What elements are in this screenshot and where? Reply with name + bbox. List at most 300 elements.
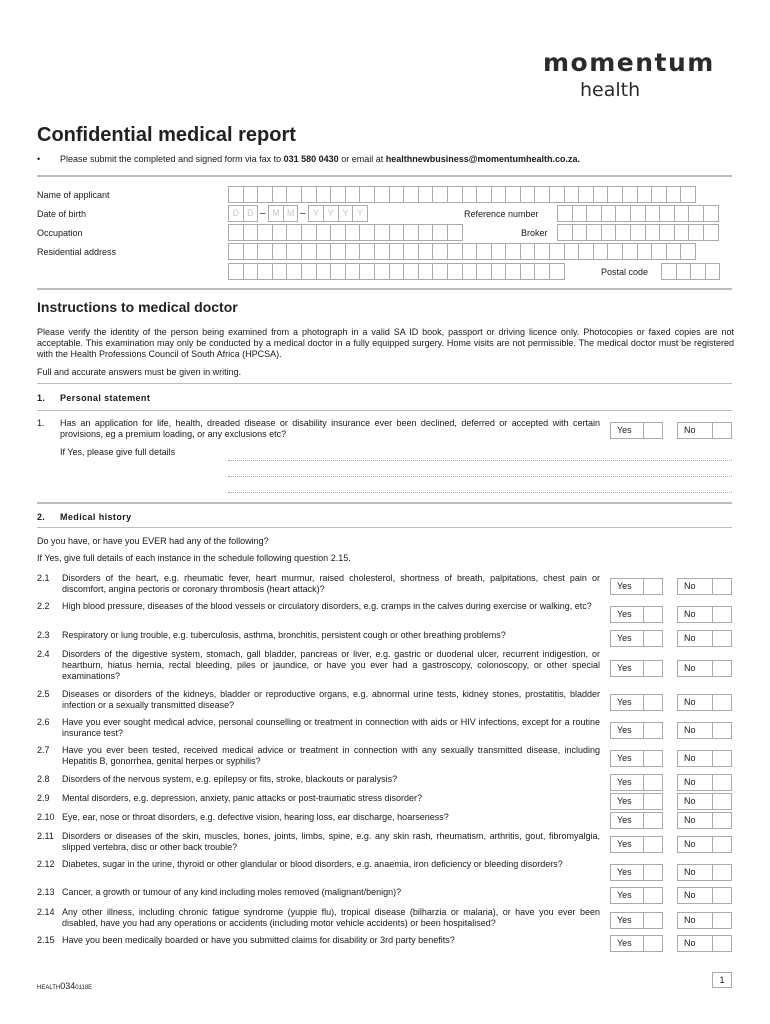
no-option[interactable] [677,722,732,739]
yes-label: Yes [617,609,632,619]
yes-label: Yes [617,581,632,591]
form-code: HEALTH0340118E [37,981,93,991]
char-cell[interactable] [557,224,573,241]
no-label: No [684,663,696,673]
details-label: If Yes, please give full details [60,447,176,457]
char-cell[interactable] [666,186,682,203]
char-cell[interactable] [703,205,719,222]
char-cell[interactable] [578,186,594,203]
char-cell[interactable] [564,186,580,203]
section-1-heading: Personal statement [60,393,151,403]
char-cell[interactable] [645,205,661,222]
question-number: 2.15 [37,935,55,945]
question-text: Respiratory or lung trouble, e.g. tuberculosis, asthma, bronchitis, persistent cough or other breathing problems? [62,630,506,640]
name-label: Name of applicant [37,190,110,200]
char-cell[interactable] [607,186,623,203]
char-cell[interactable] [418,186,434,203]
yes-checkbox[interactable] [643,793,663,810]
yes-label: Yes [617,425,632,435]
yes-checkbox[interactable] [643,578,663,595]
no-checkbox[interactable] [712,912,732,929]
divider [37,288,732,290]
yes-option[interactable] [610,836,663,853]
postal-code-label: Postal code [601,267,649,277]
char-cell[interactable] [243,263,259,280]
char-cell[interactable] [703,224,719,241]
yes-label: Yes [617,777,632,787]
question-number: 2.12 [37,859,55,869]
question-number: 2.10 [37,812,55,822]
no-label: No [684,753,696,763]
yes-option[interactable] [610,887,663,904]
yes-label: Yes [617,796,632,806]
no-label: No [684,815,696,825]
question-number: 2.14 [37,907,55,917]
char-cell[interactable] [520,263,536,280]
char-cell[interactable] [286,186,302,203]
char-cell[interactable] [257,243,273,260]
yes-option[interactable] [610,935,663,952]
char-cell[interactable] [630,205,646,222]
no-option[interactable] [677,750,732,767]
char-cell[interactable] [476,186,492,203]
char-cell[interactable] [491,243,507,260]
char-cell[interactable] [432,263,448,280]
yes-checkbox[interactable] [643,694,663,711]
char-cell[interactable] [432,186,448,203]
char-cell[interactable] [674,224,690,241]
char-cell[interactable] [257,263,273,280]
no-checkbox[interactable] [712,722,732,739]
details-line[interactable] [228,492,732,493]
no-checkbox[interactable] [712,836,732,853]
question-number: 2.5 [37,689,50,699]
yes-option[interactable] [610,912,663,929]
char-cell[interactable] [243,243,259,260]
yes-checkbox[interactable] [643,422,663,439]
question-number: 2.8 [37,774,50,784]
no-label: No [684,867,696,877]
dob-cell[interactable]: Y [352,205,368,222]
brand-logo-momentum: momentum [543,48,715,77]
yes-option[interactable] [610,606,663,623]
char-cell[interactable] [374,263,390,280]
char-cell[interactable] [564,243,580,260]
no-label: No [684,839,696,849]
yes-option[interactable] [610,864,663,881]
char-cell[interactable] [272,263,288,280]
char-cell[interactable] [243,186,259,203]
no-option[interactable] [677,660,732,677]
no-checkbox[interactable] [712,887,732,904]
char-cell[interactable] [447,224,463,241]
no-checkbox[interactable] [712,935,732,952]
dob-separator: – [259,208,266,219]
no-label: No [684,581,696,591]
char-cell[interactable] [476,243,492,260]
occupation-field[interactable] [228,224,462,241]
question-text: Mental disorders, e.g. depression, anxiety, panic attacks or post-traumatic stress disorder? [62,793,422,803]
char-cell[interactable] [418,263,434,280]
char-cell[interactable] [615,205,631,222]
char-cell[interactable] [593,186,609,203]
details-line[interactable] [228,460,732,461]
char-cell[interactable] [316,186,332,203]
question-number: 1. [37,418,45,428]
no-checkbox[interactable] [712,812,732,829]
yes-checkbox[interactable] [643,935,663,952]
char-cell[interactable] [345,243,361,260]
no-label: No [684,425,696,435]
char-cell[interactable] [359,263,375,280]
yes-label: Yes [617,725,632,735]
char-cell[interactable] [557,205,573,222]
occupation-label: Occupation [37,228,83,238]
dob-cell[interactable]: Y [308,205,324,222]
char-cell[interactable] [505,186,521,203]
submit-instruction: Please submit the completed and signed form via fax to 031 580 0430 or email at healthnewbusiness@momentumhealth.co.za. [60,154,581,164]
yes-label: Yes [617,938,632,948]
doctor-instructions-heading: Instructions to medical doctor [37,299,238,315]
yes-label: Yes [617,753,632,763]
question-text: Has an application for life, health, dreaded disease or disability insurance ever been declined, deferred or accepted with certain provisions, eg a premium loading, or any exclusions etc? [60,418,600,439]
no-option[interactable] [677,812,732,829]
char-cell[interactable] [330,186,346,203]
no-checkbox[interactable] [712,606,732,623]
char-cell[interactable] [637,186,653,203]
yes-label: Yes [617,890,632,900]
char-cell[interactable] [637,243,653,260]
section-2-number: 2. [37,512,46,522]
char-cell[interactable] [316,224,332,241]
no-checkbox[interactable] [712,864,732,881]
yes-option[interactable] [610,630,663,647]
no-option[interactable] [677,606,732,623]
char-cell[interactable] [651,186,667,203]
char-cell[interactable] [374,243,390,260]
char-cell[interactable] [680,243,696,260]
yes-checkbox[interactable] [643,812,663,829]
char-cell[interactable] [301,186,317,203]
yes-option[interactable] [610,793,663,810]
no-option[interactable] [677,578,732,595]
no-option[interactable] [677,836,732,853]
yes-checkbox[interactable] [643,722,663,739]
char-cell[interactable] [330,263,346,280]
char-cell[interactable] [286,224,302,241]
yes-checkbox[interactable] [643,887,663,904]
question-text: Disorders of the nervous system, e.g. epilepsy or fits, stroke, blackouts or paralysis? [62,774,398,784]
char-cell[interactable] [403,263,419,280]
char-cell[interactable] [257,224,273,241]
char-cell[interactable] [447,263,463,280]
char-cell[interactable] [359,243,375,260]
char-cell[interactable] [345,186,361,203]
char-cell[interactable] [330,243,346,260]
dob-cell[interactable]: Y [323,205,339,222]
no-label: No [684,890,696,900]
address-field-line1[interactable] [228,243,695,260]
question-text: Cancer, a growth or tumour of any kind including moles removed (malignant/benign)? [62,887,402,897]
reference-label: Reference number [464,209,539,219]
char-cell[interactable] [316,243,332,260]
char-cell[interactable] [418,243,434,260]
no-label: No [684,697,696,707]
brand-logo-health: health [580,79,641,101]
page-title: Confidential medical report [37,124,296,146]
char-cell[interactable] [403,224,419,241]
char-cell[interactable] [586,205,602,222]
dob-separator: – [300,208,306,219]
yes-option[interactable] [610,750,663,767]
divider [37,175,732,177]
question-number: 2.3 [37,630,50,640]
char-cell[interactable] [505,263,521,280]
dob-cell[interactable]: D [228,205,244,222]
char-cell[interactable] [630,224,646,241]
address-label: Residential address [37,247,117,257]
question-number: 2.11 [37,831,54,841]
no-checkbox[interactable] [712,694,732,711]
char-cell[interactable] [476,263,492,280]
char-cell[interactable] [520,186,536,203]
char-cell[interactable] [462,263,478,280]
reference-field[interactable] [557,205,718,222]
char-cell[interactable] [534,263,550,280]
no-option[interactable] [677,793,732,810]
char-cell[interactable] [645,224,661,241]
char-cell[interactable] [389,263,405,280]
yes-label: Yes [617,697,632,707]
yes-label: Yes [617,915,632,925]
question-number: 2.9 [37,793,50,803]
char-cell[interactable] [243,224,259,241]
char-cell[interactable] [462,186,478,203]
yes-checkbox[interactable] [643,660,663,677]
yes-label: Yes [617,663,632,673]
char-cell[interactable] [316,263,332,280]
char-cell[interactable] [257,186,273,203]
question-text: Eye, ear, nose or throat disorders, e.g. defective vision, hearing loss, ear discharge, hoarseness? [62,812,449,822]
char-cell[interactable] [659,224,675,241]
question-number: 2.4 [37,649,50,659]
char-cell[interactable] [534,243,550,260]
no-option[interactable] [677,774,732,791]
char-cell[interactable] [272,186,288,203]
char-cell[interactable] [286,263,302,280]
char-cell[interactable] [659,205,675,222]
char-cell[interactable] [661,263,677,280]
question-text: Disorders or diseases of the skin, muscles, bones, joints, limbs, spine, e.g. any skin rash, rheumatism, arthritis, gout, fibromyalgia, slipped vertebra, disc or other back trouble? [62,831,600,852]
char-cell[interactable] [549,186,565,203]
yes-label: Yes [617,633,632,643]
char-cell[interactable] [374,186,390,203]
dob-label: Date of birth [37,209,87,219]
char-cell[interactable] [622,243,638,260]
char-cell[interactable] [403,186,419,203]
char-cell[interactable] [389,186,405,203]
no-label: No [684,633,696,643]
yes-checkbox[interactable] [643,912,663,929]
char-cell[interactable] [228,243,244,260]
yes-checkbox[interactable] [643,630,663,647]
details-line[interactable] [228,476,732,477]
char-cell[interactable] [301,243,317,260]
yes-option[interactable] [610,694,663,711]
char-cell[interactable] [622,186,638,203]
char-cell[interactable] [403,243,419,260]
char-cell[interactable] [228,186,244,203]
no-option[interactable] [677,864,732,881]
char-cell[interactable] [330,224,346,241]
section-2-heading: Medical history [60,512,132,522]
yes-option[interactable] [610,722,663,739]
divider [37,410,732,411]
char-cell[interactable] [607,243,623,260]
char-cell[interactable] [389,243,405,260]
section-1-number: 1. [37,393,46,403]
char-cell[interactable] [345,224,361,241]
char-cell[interactable] [520,243,536,260]
char-cell[interactable] [674,205,690,222]
no-option[interactable] [677,912,732,929]
no-label: No [684,609,696,619]
dob-field[interactable] [228,205,367,222]
dob-cell[interactable]: M [268,205,284,222]
no-option[interactable] [677,694,732,711]
no-checkbox[interactable] [712,774,732,791]
char-cell[interactable] [688,205,704,222]
question-text: Disorders of the digestive system, stomach, gall bladder, pancreas or liver, e.g. gastric or duodenal ulcer, recurrent indigestion, or heartburn, hiatus hernia, rectal bleeding, piles or jaundice, or have you ever had a gastroscopy, colonoscopy, or other special examinations? [62,649,600,681]
char-cell[interactable] [374,224,390,241]
question-text: Disorders of the heart, e.g. rheumatic fever, heart murmur, raised cholesterol, shortness of breath, palpitations, chest pain or discomfort, angina pectoris or coronary thrombosis (heart attack)? [62,573,600,594]
char-cell[interactable] [680,186,696,203]
char-cell[interactable] [272,224,288,241]
char-cell[interactable] [666,243,682,260]
name-field[interactable] [228,186,695,203]
yes-label: Yes [617,815,632,825]
char-cell[interactable] [447,186,463,203]
yes-option[interactable] [610,578,663,595]
yes-checkbox[interactable] [643,864,663,881]
char-cell[interactable] [572,224,588,241]
char-cell[interactable] [462,243,478,260]
yes-checkbox[interactable] [643,774,663,791]
no-option[interactable] [677,887,732,904]
char-cell[interactable] [418,224,434,241]
no-checkbox[interactable] [712,630,732,647]
yes-option[interactable] [610,660,663,677]
char-cell[interactable] [676,263,692,280]
yes-checkbox[interactable] [643,836,663,853]
char-cell[interactable] [491,263,507,280]
broker-field[interactable] [557,224,718,241]
yes-option[interactable] [610,812,663,829]
postal-code-field[interactable] [661,263,719,280]
char-cell[interactable] [505,243,521,260]
yes-label: Yes [617,867,632,877]
char-cell[interactable] [578,243,594,260]
char-cell[interactable] [615,224,631,241]
char-cell[interactable] [301,263,317,280]
char-cell[interactable] [432,224,448,241]
char-cell[interactable] [549,263,565,280]
no-label: No [684,915,696,925]
no-label: No [684,796,696,806]
char-cell[interactable] [301,224,317,241]
char-cell[interactable] [359,224,375,241]
divider [37,502,732,504]
dob-cell[interactable]: M [283,205,299,222]
no-label: No [684,777,696,787]
yes-option[interactable] [610,774,663,791]
address-field-line2[interactable] [228,263,564,280]
question-text: Have you been medically boarded or have you submitted claims for disability or 3rd party benefits? [62,935,455,945]
char-cell[interactable] [705,263,721,280]
divider [37,527,732,528]
yes-option[interactable] [610,422,663,439]
yes-checkbox[interactable] [643,750,663,767]
char-cell[interactable] [447,243,463,260]
char-cell[interactable] [228,224,244,241]
no-checkbox[interactable] [712,750,732,767]
no-checkbox[interactable] [712,793,732,810]
char-cell[interactable] [549,243,565,260]
char-cell[interactable] [286,243,302,260]
char-cell[interactable] [345,263,361,280]
bullet-icon: • [37,154,41,164]
question-text: High blood pressure, diseases of the blood vessels or circulatory disorders, e.g. cramps in the calves during exercise or walking, etc? [62,601,592,611]
question-number: 2.13 [37,887,55,897]
no-label: No [684,725,696,735]
no-option[interactable] [677,422,732,439]
char-cell[interactable] [534,186,550,203]
question-number: 2.1 [37,573,50,583]
char-cell[interactable] [359,186,375,203]
dob-cell[interactable]: Y [338,205,354,222]
medical-intro: Do you have, or have you EVER had any of the following? [37,536,269,546]
char-cell[interactable] [601,205,617,222]
char-cell[interactable] [389,224,405,241]
char-cell[interactable] [572,205,588,222]
char-cell[interactable] [593,243,609,260]
no-option[interactable] [677,935,732,952]
no-label: No [684,938,696,948]
question-text: Have you ever sought medical advice, personal counselling or treatment in connection with aids or HIV infections, except for a routine insurance test? [62,717,600,738]
question-text: Any other illness, including chronic fatigue syndrome (yuppie flu), tropical disease (bilharzia or malaria), or have you ever been disabled, have you had any operations or accidents (including motor vehicle accidents) or been hospitalised? [62,907,600,928]
char-cell[interactable] [228,263,244,280]
question-number: 2.2 [37,601,50,611]
char-cell[interactable] [688,224,704,241]
doctor-instructions-text: Please verify the identity of the person being examined from a photograph in a valid SA ID book, passport or driving licence only. Photocopies or faxed copies are not acceptable. This examination may only be conducted by a medical doctor in a fully equipped surgery. Home visits are not permissible. The medical doctor must be registered with the Health Professions Council of South Africa (HPCSA). [37,327,734,359]
char-cell[interactable] [272,243,288,260]
question-text: Diabetes, sugar in the urine, thyroid or other glandular or blood disorders, e.g. anaemia, iron deficiency or bleeding disorders? [62,859,563,869]
no-option[interactable] [677,630,732,647]
char-cell[interactable] [586,224,602,241]
question-text: Have you ever been tested, received medical advice or treatment in connection with any sexually transmitted disease, including Hepatitis B, gonorrhea, genital herpes or syphilis? [62,745,600,766]
no-checkbox[interactable] [712,660,732,677]
char-cell[interactable] [690,263,706,280]
dob-cell[interactable]: D [243,205,259,222]
char-cell[interactable] [432,243,448,260]
question-number: 2.6 [37,717,50,727]
no-checkbox[interactable] [712,422,732,439]
char-cell[interactable] [491,186,507,203]
char-cell[interactable] [651,243,667,260]
no-checkbox[interactable] [712,578,732,595]
yes-checkbox[interactable] [643,606,663,623]
char-cell[interactable] [601,224,617,241]
